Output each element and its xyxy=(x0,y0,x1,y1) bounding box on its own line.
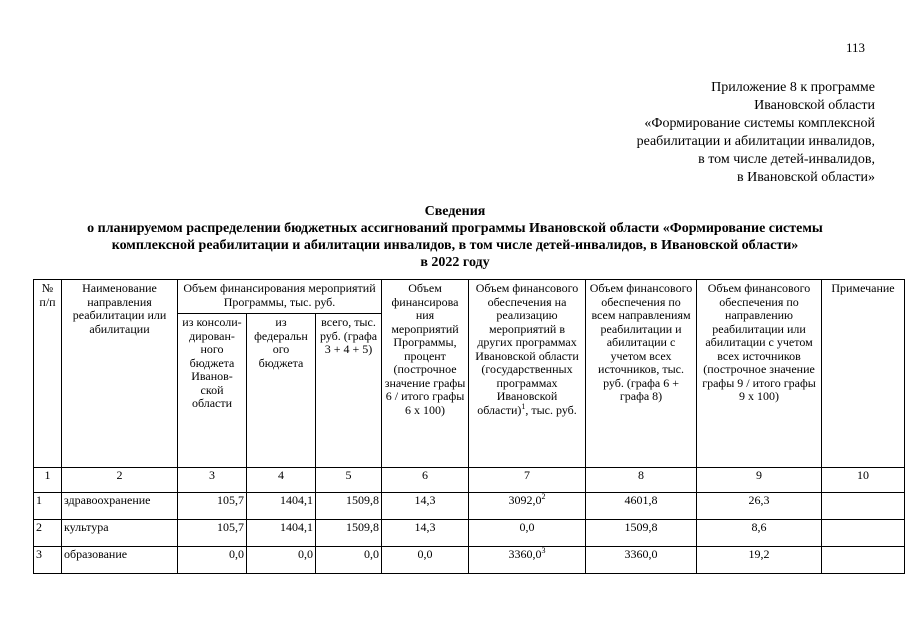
cell-percent: 0,0 xyxy=(382,547,469,574)
appendix-line: реабилитации и абилитации инвалидов, xyxy=(636,134,875,149)
row-direction: здравоохранение xyxy=(62,493,178,520)
row-number: 1 xyxy=(34,493,62,520)
appendix-line: в том числе детей-инвалидов, xyxy=(698,152,875,167)
footnote-mark: 1 xyxy=(521,401,526,411)
header-direction: Наименование направления реабилитации или абилитации xyxy=(62,280,178,468)
row-number: 2 xyxy=(34,520,62,547)
header-row xyxy=(34,280,905,314)
title-line: в 2022 году xyxy=(420,255,490,270)
header-total-funding: Объем финансового обеспечения по всем направлениям реабилитации и абилитации с учетом всех источников, тыс. руб. (графа 6 + графа 8) xyxy=(586,280,697,468)
appendix-line: «Формирование системы комплексной xyxy=(644,116,875,131)
header-funding-percent: Объем финансирова ния мероприятий Программы, процент (построчное значение графы 6 / итого графы 6 х 100) xyxy=(382,280,469,468)
title-line: комплексной реабилитации и абилитации инвалидов, в том числе детей-инвалидов, в Ивановской области» xyxy=(111,238,799,253)
row-direction: образование xyxy=(62,547,178,574)
document-title xyxy=(30,203,880,271)
column-number: 3 xyxy=(178,468,247,493)
column-number: 10 xyxy=(822,468,905,493)
cell-regional: 105,7 xyxy=(178,520,247,547)
cell-total-funding: 4601,8 xyxy=(586,493,697,520)
cell-note xyxy=(822,493,905,520)
cell-regional: 105,7 xyxy=(178,493,247,520)
appendix-line: Ивановской области xyxy=(754,98,875,113)
column-numbers-row xyxy=(34,468,905,493)
header-other-programs xyxy=(469,280,586,468)
cell-other-programs xyxy=(469,520,586,547)
cell-regional: 0,0 xyxy=(178,547,247,574)
header-federal-budget: из федеральн ого бюджета xyxy=(247,314,316,468)
cell-total: 0,0 xyxy=(316,547,382,574)
cell-other-programs-value: 0,0 xyxy=(519,520,535,534)
cell-percent: 14,3 xyxy=(382,520,469,547)
title-line: о планируемом распределении бюджетных ассигнований программы Ивановской области «Формирование системы xyxy=(87,221,823,236)
cell-share: 8,6 xyxy=(697,520,822,547)
cell-federal: 1404,1 xyxy=(247,493,316,520)
cell-share: 19,2 xyxy=(697,547,822,574)
column-number: 7 xyxy=(469,468,586,493)
column-number: 9 xyxy=(697,468,822,493)
cell-note xyxy=(822,547,905,574)
title-line: Сведения xyxy=(424,204,486,219)
cell-total: 1509,8 xyxy=(316,520,382,547)
cell-note xyxy=(822,520,905,547)
appendix-note xyxy=(455,79,875,187)
header-number: № п/п xyxy=(34,280,62,468)
column-number: 5 xyxy=(316,468,382,493)
cell-total-funding: 3360,0 xyxy=(586,547,697,574)
column-number: 2 xyxy=(62,468,178,493)
appendix-line: в Ивановской области» xyxy=(737,170,875,185)
page-number: 113 xyxy=(846,40,866,55)
table-row xyxy=(34,493,905,520)
header-other-programs-unit: , тыс. руб. xyxy=(525,402,577,417)
cell-total: 1509,8 xyxy=(316,493,382,520)
table-row xyxy=(34,547,905,574)
column-number: 6 xyxy=(382,468,469,493)
cell-other-programs-value: 3092,0 xyxy=(508,493,542,507)
appendix-line: Приложение 8 к программе xyxy=(711,80,875,95)
cell-other-programs xyxy=(469,493,586,520)
header-note: Примечание xyxy=(822,280,905,468)
column-number: 8 xyxy=(586,468,697,493)
column-number: 4 xyxy=(247,468,316,493)
header-regional-budget: из консоли-дирован-ного бюджета Иванов-ской области xyxy=(178,314,247,468)
cell-percent: 14,3 xyxy=(382,493,469,520)
cell-total-funding: 1509,8 xyxy=(586,520,697,547)
cell-share: 26,3 xyxy=(697,493,822,520)
footnote-mark: 3 xyxy=(541,546,546,555)
column-number: 1 xyxy=(34,468,62,493)
cell-other-programs-value: 3360,0 xyxy=(508,547,542,561)
cell-federal: 1404,1 xyxy=(247,520,316,547)
row-direction: культура xyxy=(62,520,178,547)
table-row xyxy=(34,520,905,547)
header-other-programs-text: Объем финансового обеспечения на реализацию мероприятий в других программах Ивановской области (государственных программах Ивановской области) xyxy=(475,281,579,417)
header-program-funding: Объем финансирования мероприятий Программы, тыс. руб. xyxy=(178,280,382,314)
cell-federal: 0,0 xyxy=(247,547,316,574)
footnote-mark: 2 xyxy=(541,492,546,501)
row-number: 3 xyxy=(34,547,62,574)
header-total: всего, тыс. руб. (графа 3 + 4 + 5) xyxy=(316,314,382,468)
allocation-table xyxy=(33,279,905,574)
header-direction-share: Объем финансового обеспечения по направлению реабилитации или абилитации с учетом всех источников (построчное значение графы 9 / итого графы 9 х 100) xyxy=(697,280,822,468)
cell-other-programs xyxy=(469,547,586,574)
